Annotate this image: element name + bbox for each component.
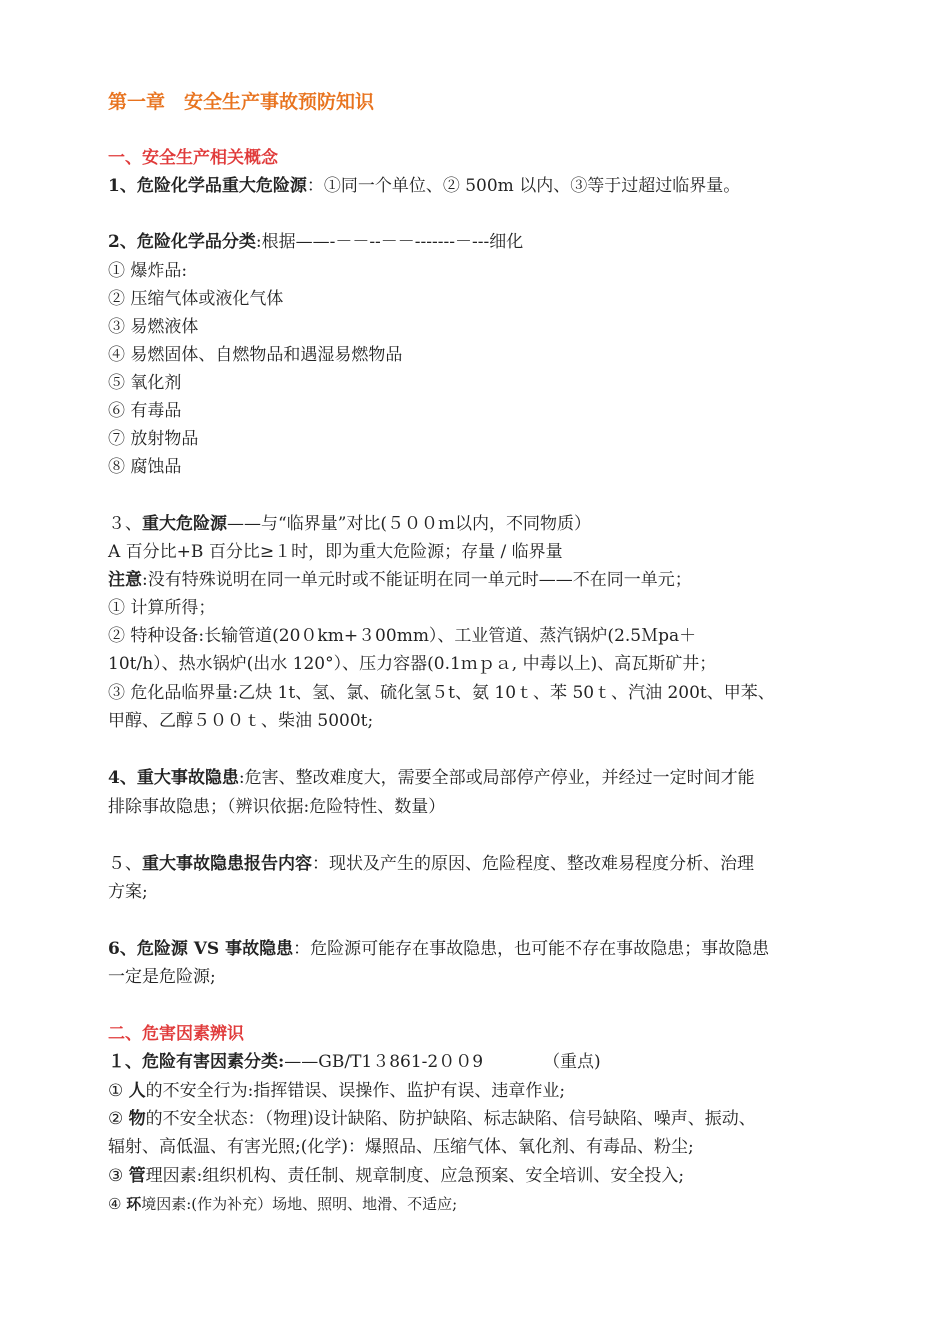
- s2-p3-bold: 管: [128, 1166, 146, 1186]
- s1-item6-text2: 一定是危险源;: [108, 967, 216, 987]
- s2-item1-label: １、危险有害因素分类:: [108, 1052, 285, 1072]
- s1-item1-text: ：①同一个单位、② 500m 以内、③等于过超过临界量。: [306, 176, 741, 196]
- s1-item2-list-1: ② 压缩气体或液化气体: [108, 289, 284, 309]
- s2-p4-prefix: ④: [108, 1195, 127, 1213]
- s2-p4: [108, 1192, 457, 1216]
- s1-item1-label: 1、危险化学品重大危险源: [108, 176, 307, 196]
- s1-item2-list-3: ④ 易燃固体、自燃物品和遇湿易燃物品: [108, 345, 403, 365]
- s2-p3: [108, 1164, 684, 1188]
- s1-item4-text2: 排除事故隐患；（辨识依据:危险特性、数量）: [108, 797, 446, 817]
- s1-item6: [108, 937, 769, 961]
- s1-item2-list-2: ③ 易燃液体: [108, 317, 199, 337]
- s2-p1-bold: 人: [128, 1081, 146, 1101]
- s1-item2-list-4: ⑤ 氧化剂: [108, 373, 182, 393]
- s1-item3-sub1: ① 计算所得；: [108, 598, 216, 618]
- s2-p2b: 辐射、高低温、有害光照;(化学)：爆照品、压缩气体、氧化剂、有毒品、粉尘;: [108, 1137, 694, 1157]
- s1-item3-line2: A 百分比+B 百分比≥１时，即为重大危险源；存量 / 临界量: [108, 542, 563, 562]
- s1-item5-label: 重大事故隐患报告内容: [142, 854, 312, 874]
- s1-item5-text: ：现状及产生的原因、危险程度、整改难易程度分析、治理: [312, 854, 754, 874]
- s1-item2-list-5: ⑥ 有毒品: [108, 401, 182, 421]
- s1-item4: [108, 766, 755, 790]
- s1-item2-text: :根据——-－－--－－-------－---细化: [255, 232, 524, 252]
- s1-item3-note-text: :没有特殊说明在同一单元时或不能证明在同一单元时——不在同一单元；: [142, 570, 692, 590]
- s1-item3-label: 重大危险源: [142, 514, 227, 534]
- s2-item1-note: （重点): [543, 1052, 601, 1072]
- section2-heading: 二、危害因素辨识: [108, 1024, 244, 1044]
- s2-p4-bold: 环: [126, 1195, 142, 1213]
- s1-item3-note: [108, 568, 692, 592]
- s1-item5: [108, 852, 754, 876]
- s2-p3-prefix: ③: [108, 1166, 129, 1186]
- s1-item5-prefix: ５、: [108, 854, 142, 874]
- s1-item3-prefix: ３、: [108, 514, 142, 534]
- s1-item3-sub2b: 10t/h）、热水锅炉(出水 120°）、压力容器(0.1ｍｐａ, 中毒以上)、高瓦斯矿井；: [108, 654, 717, 674]
- s2-item1: [108, 1050, 601, 1074]
- s1-item3-sub3a: ③ 危化品临界量:乙炔 1t、氢、氯、硫化氢５t、氨 10ｔ、苯 50ｔ、汽油 200t、甲苯、: [108, 683, 775, 703]
- s2-p1: [108, 1079, 565, 1103]
- s1-item3-note-label: 注意: [108, 570, 142, 590]
- s2-p2a: [108, 1107, 756, 1131]
- s1-item2: [108, 230, 523, 254]
- s2-p1-prefix: ①: [108, 1081, 129, 1101]
- s2-p4-text: 境因素:(作为补充）场地、照明、地滑、不适应;: [141, 1195, 458, 1213]
- s1-item1: [108, 174, 740, 198]
- s2-p2a-prefix: ②: [108, 1109, 129, 1129]
- s2-p1-text: 的不安全行为:指挥错误、误操作、监护有误、违章作业;: [145, 1081, 566, 1101]
- s2-item1-text: ——GB/T1３861-2００9: [284, 1052, 484, 1072]
- s1-item6-text: ：危险源可能存在事故隐患，也可能不存在事故隐患；事故隐患: [293, 939, 770, 959]
- s1-item2-label: 2、危险化学品分类: [108, 232, 256, 252]
- s1-item2-list-0: ① 爆炸品:: [108, 261, 188, 281]
- s1-item3-sub2a: ② 特种设备:长输管道(20０km+３00mm）、工业管道、蒸汽锅炉(2.5Ｍpa＋: [108, 626, 697, 646]
- s1-item3-sub3b: 甲醇、乙醇５００ｔ、柴油 5000t;: [108, 711, 374, 731]
- s2-p3-text: 理因素:组织机构、责任制、规章制度、应急预案、安全培训、安全投入;: [145, 1166, 685, 1186]
- s1-item3: [108, 512, 591, 536]
- s2-p2a-text: 的不安全状态：（物理)设计缺陷、防护缺陷、标志缺陷、信号缺陷、噪声、振动、: [145, 1109, 756, 1129]
- section1-heading: 一、安全生产相关概念: [108, 148, 278, 168]
- s1-item5-text2: 方案;: [108, 882, 148, 902]
- s1-item2-list-7: ⑧ 腐蚀品: [108, 457, 182, 477]
- chapter-title: 第一章 安全生产事故预防知识: [108, 91, 375, 113]
- s2-p2a-bold: 物: [128, 1109, 146, 1129]
- s1-item4-label: 4、重大事故隐患: [108, 768, 239, 788]
- s1-item3-text: ——与“临界量”对比(５００ｍ以内，不同物质）: [227, 514, 592, 534]
- s1-item2-list-6: ⑦ 放射物品: [108, 429, 199, 449]
- s1-item4-text: :危害、整改难度大，需要全部或局部停产停业，并经过一定时间才能: [238, 768, 755, 788]
- s1-item6-label: 6、危险源 VS 事故隐患: [108, 939, 294, 959]
